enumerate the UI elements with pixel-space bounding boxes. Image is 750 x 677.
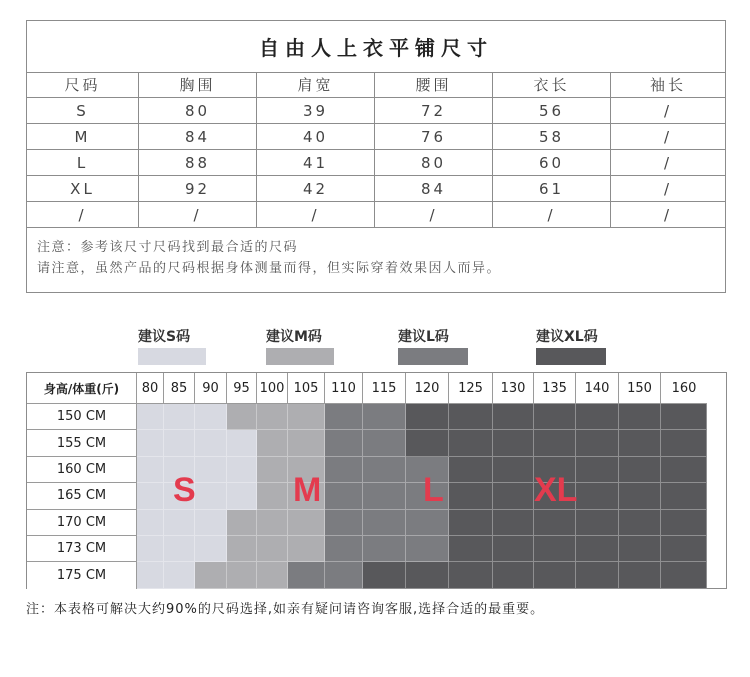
size-table-cell: 61: [493, 176, 611, 201]
size-cell-s: [137, 457, 164, 483]
size-table-cell: /: [139, 202, 257, 227]
size-cell-xl: [619, 562, 661, 588]
size-table: [26, 20, 726, 293]
size-cell-xl: [661, 457, 707, 483]
size-table-header-cell: 衣长: [493, 72, 611, 97]
weight-header: 100: [257, 373, 288, 404]
size-cell-m: [195, 562, 227, 588]
size-cell-l: [406, 510, 449, 536]
size-cell-xl: [493, 457, 534, 483]
size-table-header-cell: 腰围: [375, 72, 493, 97]
size-cell-xl: [493, 536, 534, 562]
size-cell-xl: [619, 536, 661, 562]
size-cell-xl: [661, 483, 707, 509]
size-cell-xl: [493, 562, 534, 588]
size-cell-xl: [406, 404, 449, 430]
size-cell-s: [137, 430, 164, 456]
size-cell-m: [288, 536, 325, 562]
weight-header: 160: [661, 373, 707, 404]
size-cell-m: [257, 483, 288, 509]
size-cell-xl: [534, 404, 576, 430]
size-letter: L: [423, 471, 444, 509]
size-cell-l: [363, 510, 406, 536]
size-cell-xl: [406, 562, 449, 588]
size-cell-l: [325, 536, 363, 562]
size-cell-s: [195, 536, 227, 562]
size-cell-xl: [619, 510, 661, 536]
weight-header: 140: [576, 373, 619, 404]
weight-header: 135: [534, 373, 576, 404]
size-table-cell: 56: [493, 98, 611, 123]
size-table-cell: 58: [493, 124, 611, 149]
size-table-cell: 84: [375, 176, 493, 201]
size-table-row: [27, 150, 725, 176]
size-cell-s: [164, 430, 195, 456]
size-cell-xl: [661, 404, 707, 430]
size-table-cell: S: [27, 98, 139, 123]
size-table-cell: 42: [257, 176, 375, 201]
size-cell-xl: [493, 510, 534, 536]
size-cell-m: [257, 430, 288, 456]
size-cell-xl: [576, 457, 619, 483]
size-cell-s: [195, 457, 227, 483]
size-table-row: [27, 98, 725, 124]
size-cell-xl: [493, 430, 534, 456]
size-cell-m: [257, 562, 288, 588]
legend-label: 建议S码: [138, 329, 191, 345]
size-table-cell: 39: [257, 98, 375, 123]
size-cell-xl: [576, 404, 619, 430]
size-cell-xl: [576, 510, 619, 536]
size-table-cell: XL: [27, 176, 139, 201]
size-cell-m: [227, 562, 257, 588]
size-cell-s: [227, 457, 257, 483]
size-cell-xl: [493, 404, 534, 430]
weight-header: 95: [227, 373, 257, 404]
size-cell-l: [325, 510, 363, 536]
size-cell-xl: [363, 562, 406, 588]
weight-header: 110: [325, 373, 363, 404]
size-table-cell: /: [663, 153, 673, 172]
size-table-row: [27, 202, 725, 228]
size-table-cell: /: [257, 202, 375, 227]
size-cell-s: [137, 562, 164, 588]
size-table-cell: L: [27, 150, 139, 175]
height-label: 150 CM: [27, 404, 137, 430]
weight-header: 105: [288, 373, 325, 404]
size-cell-xl: [576, 536, 619, 562]
size-cell-s: [164, 536, 195, 562]
note-line-2: 请注意，虽然产品的尺码根据身体测量而得，但实际穿着效果因人而异。: [37, 261, 502, 276]
height-weight-chart: [26, 372, 727, 589]
size-cell-xl: [534, 562, 576, 588]
size-cell-s: [137, 404, 164, 430]
size-table-header-cell: 尺码: [27, 72, 139, 97]
size-cell-xl: [449, 536, 493, 562]
size-cell-l: [325, 483, 363, 509]
size-table-cell: 84: [139, 124, 257, 149]
height-label: 175 CM: [27, 562, 137, 588]
size-cell-l: [363, 404, 406, 430]
size-table-title: 自由人上衣平铺尺寸: [27, 21, 725, 73]
size-table-cell: 60: [493, 150, 611, 175]
size-cell-m: [257, 536, 288, 562]
size-notes: [37, 237, 501, 279]
height-label: 173 CM: [27, 536, 137, 562]
size-table-header-cell: 袖长: [649, 76, 686, 94]
size-table-header-row: [27, 72, 725, 98]
size-cell-xl: [449, 404, 493, 430]
size-cell-xl: [576, 430, 619, 456]
size-cell-m: [227, 404, 257, 430]
size-table-header-cell: 胸围: [139, 72, 257, 97]
size-cell-s: [164, 404, 195, 430]
weight-header: 85: [164, 373, 195, 404]
footnote: 注：本表格可解决大约90%的尺码选择,如亲有疑问请咨询客服,选择合适的最重要。: [26, 602, 545, 617]
size-table-cell: /: [663, 205, 673, 224]
size-cell-s: [137, 483, 164, 509]
size-table-cell: /: [27, 202, 139, 227]
size-cell-l: [325, 404, 363, 430]
size-cell-l: [288, 562, 325, 588]
size-cell-s: [227, 483, 257, 509]
size-table-cell: 80: [375, 150, 493, 175]
size-cell-xl: [449, 430, 493, 456]
weight-header: 150: [619, 373, 661, 404]
size-table-row: [27, 124, 725, 150]
size-cell-xl: [534, 536, 576, 562]
weight-header: 115: [363, 373, 406, 404]
size-cell-s: [227, 430, 257, 456]
size-table-cell: 41: [257, 150, 375, 175]
size-table-cell: 92: [139, 176, 257, 201]
size-cell-m: [257, 510, 288, 536]
size-cell-s: [195, 483, 227, 509]
legend-swatch: [536, 348, 606, 365]
size-letter: S: [173, 471, 196, 509]
legend-swatch: [398, 348, 468, 365]
size-cell-s: [195, 510, 227, 536]
size-cell-s: [195, 430, 227, 456]
size-cell-l: [363, 430, 406, 456]
size-cell-xl: [619, 404, 661, 430]
size-cell-xl: [534, 510, 576, 536]
height-label: 155 CM: [27, 430, 137, 456]
size-cell-l: [363, 457, 406, 483]
size-table-cell: 72: [375, 98, 493, 123]
size-table-cell: /: [663, 101, 673, 120]
weight-header: 125: [449, 373, 493, 404]
size-cell-xl: [449, 562, 493, 588]
size-cell-xl: [449, 510, 493, 536]
size-cell-xl: [619, 430, 661, 456]
legend-swatch: [138, 348, 206, 365]
size-cell-xl: [661, 430, 707, 456]
size-cell-l: [325, 430, 363, 456]
size-cell-xl: [449, 457, 493, 483]
note-line-1: 注意：参考该尺寸尺码找到最合适的尺码: [37, 240, 299, 255]
legend-swatch: [266, 348, 334, 365]
size-cell-m: [257, 404, 288, 430]
size-table-cell: /: [493, 202, 611, 227]
size-cell-m: [227, 536, 257, 562]
chart-corner-label: 身高/体重(斤): [27, 373, 137, 404]
weight-header: 80: [137, 373, 164, 404]
size-cell-xl: [619, 483, 661, 509]
size-table-cell: 76: [375, 124, 493, 149]
size-cell-s: [195, 404, 227, 430]
size-cell-l: [325, 562, 363, 588]
size-letter: XL: [534, 471, 578, 509]
size-cell-xl: [576, 483, 619, 509]
size-cell-l: [406, 536, 449, 562]
size-table-cell: 88: [139, 150, 257, 175]
height-label: 170 CM: [27, 510, 137, 536]
size-cell-m: [288, 404, 325, 430]
size-cell-xl: [576, 562, 619, 588]
legend-label: 建议M码: [266, 329, 322, 345]
size-table-cell: M: [27, 124, 139, 149]
height-label: 165 CM: [27, 483, 137, 509]
size-cell-l: [363, 536, 406, 562]
size-table-row: [27, 176, 725, 202]
legend-label: 建议L码: [398, 329, 449, 345]
size-cell-xl: [619, 457, 661, 483]
height-label: 160 CM: [27, 457, 137, 483]
legend-label: 建议XL码: [536, 329, 598, 345]
size-cell-l: [363, 483, 406, 509]
size-table-header-cell: 肩宽: [257, 72, 375, 97]
size-cell-xl: [661, 562, 707, 588]
weight-header: 120: [406, 373, 449, 404]
weight-header: 90: [195, 373, 227, 404]
size-cell-m: [288, 430, 325, 456]
size-cell-m: [227, 510, 257, 536]
size-cell-xl: [534, 430, 576, 456]
size-cell-xl: [493, 483, 534, 509]
size-cell-xl: [449, 483, 493, 509]
size-cell-m: [288, 510, 325, 536]
size-letter: M: [293, 471, 322, 509]
size-cell-s: [137, 510, 164, 536]
size-cell-s: [137, 536, 164, 562]
size-cell-s: [164, 510, 195, 536]
size-cell-l: [325, 457, 363, 483]
size-cell-xl: [406, 430, 449, 456]
size-table-cell: /: [375, 202, 493, 227]
size-table-cell: 80: [139, 98, 257, 123]
size-cell-xl: [661, 536, 707, 562]
weight-header: 130: [493, 373, 534, 404]
size-table-cell: 40: [257, 124, 375, 149]
size-table-cell: /: [663, 179, 673, 198]
size-cell-xl: [661, 510, 707, 536]
size-cell-s: [164, 562, 195, 588]
size-cell-m: [257, 457, 288, 483]
size-table-cell: /: [663, 127, 673, 146]
